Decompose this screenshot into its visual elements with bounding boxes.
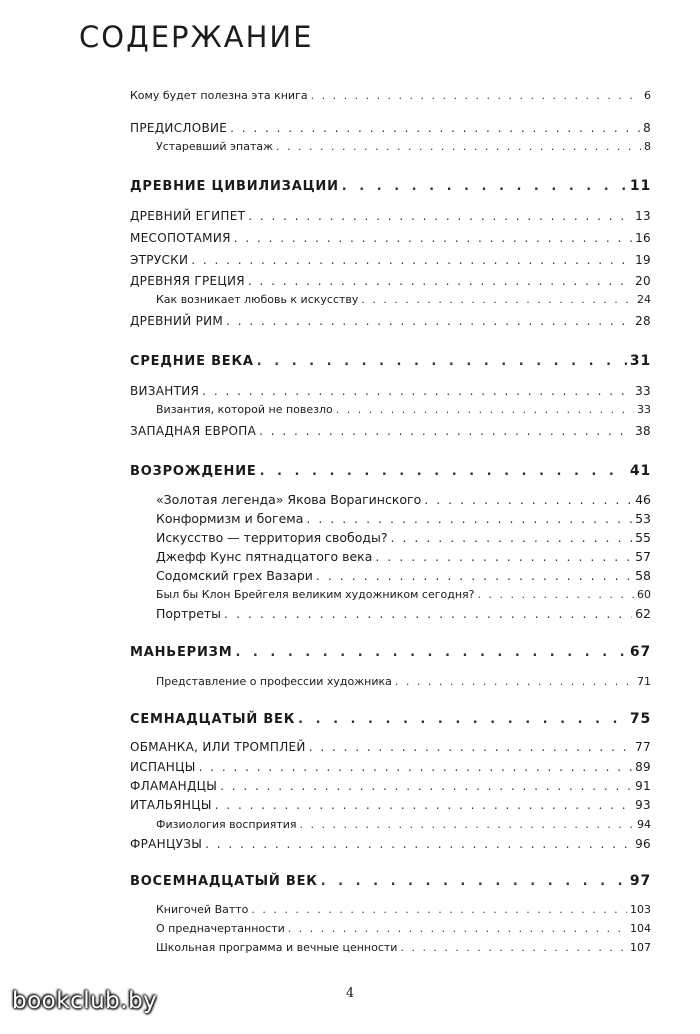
toc-entry-label: Портреты (156, 606, 222, 621)
dot-leader (478, 587, 635, 603)
toc-entry-page: 33 (637, 403, 651, 416)
dot-leader (342, 179, 627, 195)
toc-entry-page: 38 (635, 424, 651, 438)
watermark-text: bookclub.by (12, 988, 158, 1014)
toc-entry-label: ПРЕДИСЛОВИЕ (130, 121, 228, 135)
toc-entry-page: 103 (630, 903, 651, 916)
dot-leader (234, 230, 632, 246)
toc-entry (130, 511, 651, 527)
toc-entry-page: 107 (630, 941, 651, 954)
toc-entry (130, 778, 651, 794)
toc-entry-page: 67 (629, 644, 651, 660)
toc-section (130, 353, 651, 370)
toc-entry (130, 88, 651, 104)
toc-entry-page: 96 (635, 837, 651, 851)
page-title: СОДЕРЖАНИЕ (79, 20, 314, 54)
toc-entry (130, 606, 651, 622)
dot-leader (424, 492, 632, 508)
toc-entry-page: 94 (637, 818, 651, 831)
toc-entry-page: 62 (635, 606, 651, 621)
toc-entry (130, 383, 651, 399)
dot-leader (300, 817, 634, 833)
dot-leader (235, 645, 626, 661)
dot-leader (375, 549, 632, 565)
toc-entry-page: 91 (635, 779, 651, 793)
toc-entry-page: 75 (629, 711, 651, 727)
toc-entry-label: ВОСЕМНАДЦАТЫЙ ВЕК (130, 874, 318, 889)
toc-entry-label: ВОЗРОЖДЕНИЕ (130, 464, 257, 479)
dot-leader (257, 354, 627, 370)
toc-section (130, 463, 651, 480)
dot-leader (220, 778, 632, 794)
toc-entry-label: ФЛАМАНДЦЫ (130, 779, 218, 793)
dot-leader (316, 568, 632, 584)
toc-entry-label: Был бы Клон Брейгеля великим художником сегодня? (156, 588, 475, 601)
toc-entry-page: 20 (635, 274, 651, 288)
dot-leader (311, 88, 641, 104)
dot-leader (336, 402, 634, 418)
dot-leader (391, 530, 633, 546)
dot-leader (260, 464, 627, 480)
dot-leader (321, 874, 627, 890)
toc-entry (130, 139, 651, 155)
toc-entry-label: Представление о профессии художника (156, 675, 392, 688)
toc-entry (130, 921, 651, 937)
toc-entry-label: ДРЕВНЯЯ ГРЕЦИЯ (130, 274, 245, 288)
toc-entry-page: 89 (635, 760, 651, 774)
dot-leader (226, 313, 632, 329)
dot-leader (298, 712, 627, 728)
toc-entry-label: МАНЬЕРИЗМ (130, 645, 233, 660)
toc-entry-label: ДРЕВНИЙ РИМ (130, 314, 224, 328)
toc-entry-label: СЕМНАДЦАТЫЙ ВЕК (130, 712, 296, 727)
toc-entry-page: 11 (629, 178, 651, 194)
toc-section (130, 873, 651, 890)
toc-entry-page: 19 (635, 253, 651, 267)
toc-entry-page: 104 (630, 922, 651, 935)
page-number: 4 (345, 986, 355, 1001)
dot-leader (251, 902, 627, 918)
dot-leader (230, 120, 640, 136)
toc-section (130, 178, 651, 195)
dot-leader (191, 252, 632, 268)
toc-entry-page: 13 (635, 209, 651, 223)
toc-entry-page: 71 (637, 675, 651, 688)
toc-entry-page: 55 (635, 530, 651, 545)
toc-entry-label: Джефф Кунс пятнадцатого века (156, 549, 373, 564)
toc-entry (130, 252, 651, 268)
toc-entry (130, 292, 651, 308)
toc-entry-label: Кому будет полезна эта книга (130, 89, 308, 102)
toc-entry (130, 587, 651, 603)
toc-section (130, 644, 651, 661)
toc-entry (130, 402, 651, 418)
dot-leader (248, 273, 632, 289)
toc-entry (130, 902, 651, 918)
toc-entry-label: Искусство — территория свободы? (156, 530, 388, 545)
toc-entry (130, 940, 651, 956)
dot-leader (202, 383, 632, 399)
toc-entry-label: ИТАЛЬЯНЦЫ (130, 798, 212, 812)
toc-entry-page: 31 (629, 353, 651, 369)
dot-leader (400, 940, 627, 956)
toc-entry-label: Физиология восприятия (156, 818, 297, 831)
dot-leader (288, 921, 627, 937)
toc-entry-label: МЕСОПОТАМИЯ (130, 231, 231, 245)
toc-entry-page: 6 (644, 89, 651, 102)
dot-leader (309, 739, 632, 755)
toc-entry-label: СРЕДНИЕ ВЕКА (130, 354, 254, 369)
toc-entry-page: 33 (635, 384, 651, 398)
toc-entry-page: 93 (635, 798, 651, 812)
toc-entry-page: 24 (637, 293, 651, 306)
dot-leader (215, 797, 632, 813)
toc-entry (130, 568, 651, 584)
toc-entry-label: ЭТРУСКИ (130, 253, 189, 267)
toc-entry-label: Как возникает любовь к искусству (156, 293, 359, 306)
toc-entry-page: 28 (635, 314, 651, 328)
toc-entry (130, 530, 651, 546)
toc-entry-label: О предначертанности (156, 922, 285, 935)
toc-entry-label: ВИЗАНТИЯ (130, 384, 200, 398)
dot-leader (276, 139, 641, 155)
toc-entry (130, 230, 651, 246)
toc-entry-label: Содомский грех Вазари (156, 568, 313, 583)
toc-entry-page: 58 (635, 568, 651, 583)
dot-leader (199, 759, 633, 775)
dot-leader (224, 606, 632, 622)
toc-entry-label: «Золотая легенда» Якова Ворагинского (156, 492, 422, 507)
toc-entry-page: 53 (635, 511, 651, 526)
toc-entry (130, 674, 651, 690)
dot-leader (205, 836, 632, 852)
toc-entry (130, 492, 651, 508)
toc-entry (130, 208, 651, 224)
toc-section (130, 711, 651, 728)
toc-entry-label: Устаревший эпатаж (156, 140, 274, 153)
toc-entry-label: Книгочей Ватто (156, 903, 249, 916)
toc-entry-page: 8 (644, 140, 651, 153)
toc-entry-label: ЗАПАДНАЯ ЕВРОПА (130, 424, 257, 438)
toc-entry (130, 797, 651, 813)
dot-leader (248, 208, 632, 224)
toc-entry-label: ФРАНЦУЗЫ (130, 837, 203, 851)
toc-entry (130, 273, 651, 289)
toc-entry-page: 57 (635, 549, 651, 564)
toc-entry (130, 739, 651, 755)
toc-entry (130, 836, 651, 852)
toc-entry-page: 77 (635, 740, 651, 754)
toc-entry-label: ОБМАНКА, ИЛИ ТРОМПЛЕЙ (130, 740, 306, 754)
dot-leader (361, 292, 634, 308)
toc-entry-page: 41 (629, 463, 651, 479)
dot-leader (395, 674, 634, 690)
toc-entry-page: 8 (643, 121, 651, 135)
toc-entry-label: ДРЕВНИЙ ЕГИПЕТ (130, 209, 246, 223)
toc-entry-page: 97 (629, 873, 651, 889)
toc-entry-page: 60 (637, 588, 651, 601)
toc-entry-label: Византия, которой не повезло (156, 403, 333, 416)
toc-entry-label: ИСПАНЦЫ (130, 760, 196, 774)
toc-entry-page: 16 (635, 231, 651, 245)
dot-leader (306, 511, 632, 527)
toc-entry-page: 46 (635, 492, 651, 507)
toc-entry (130, 759, 651, 775)
dot-leader (259, 423, 632, 439)
toc-entry-label: Конформизм и богема (156, 511, 304, 526)
toc-entry (130, 313, 651, 329)
toc-entry (130, 423, 651, 439)
toc-entry (130, 549, 651, 565)
toc-entry-label: ДРЕВНИЕ ЦИВИЛИЗАЦИИ (130, 179, 339, 194)
toc-entry-label: Школьная программа и вечные ценности (156, 941, 398, 954)
toc-entry (130, 120, 651, 136)
toc-entry (130, 817, 651, 833)
